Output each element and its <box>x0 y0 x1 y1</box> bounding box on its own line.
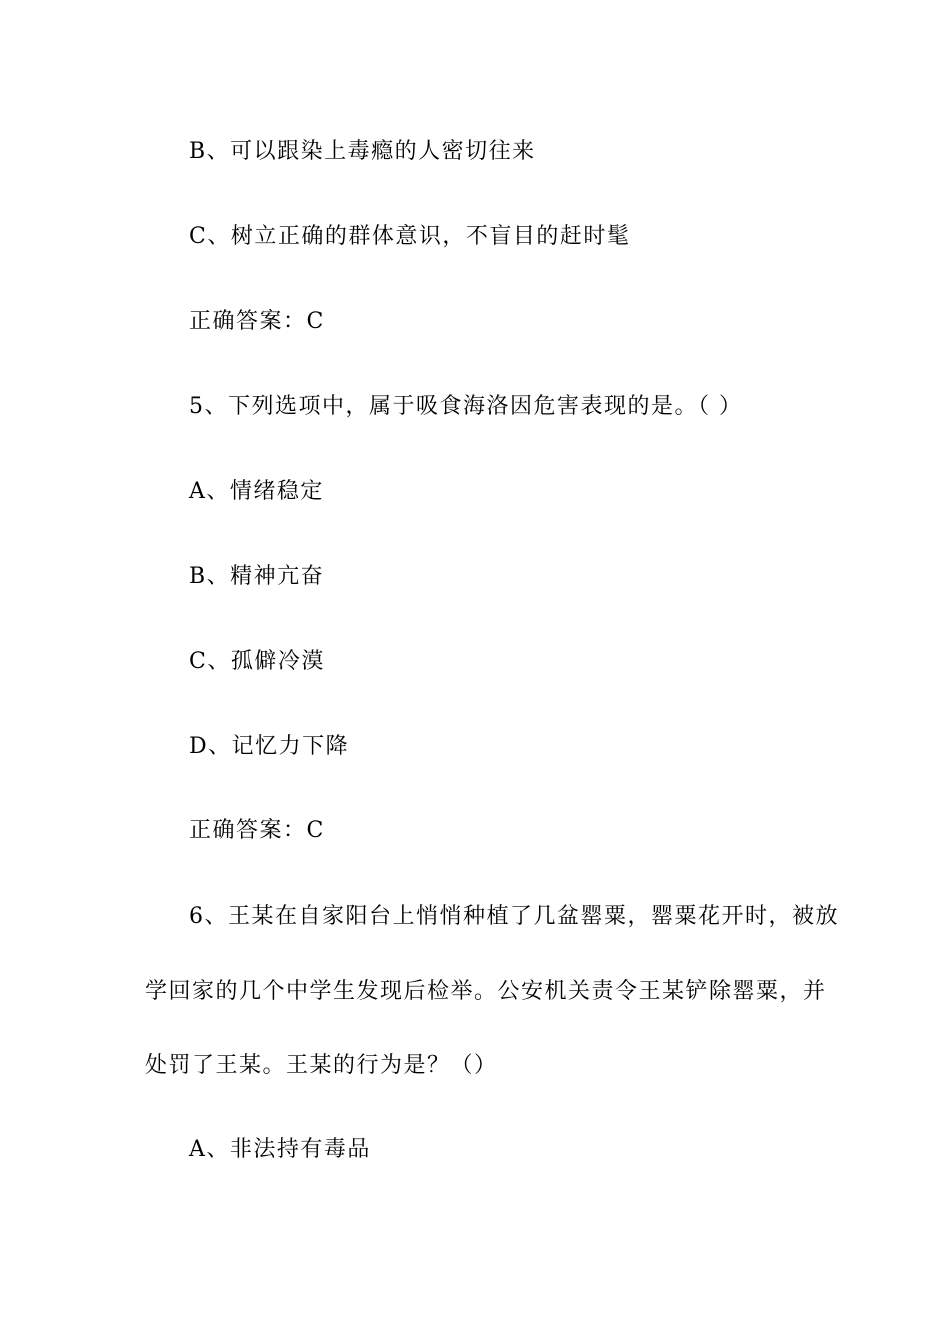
q5-option-c: C、孤僻冷漠 <box>189 649 325 674</box>
q6-option-a: A、非法持有毒品 <box>189 1137 371 1162</box>
q5-question: 5、下列选项中，属于吸食海洛因危害表现的是。（ ） <box>189 394 743 419</box>
q6-question-line1: 6、王某在自家阳台上悄悄种植了几盆罂粟，罂粟花开时，被放 <box>189 904 839 929</box>
q5-option-d: D、记忆力下降 <box>189 734 350 759</box>
q5-answer: 正确答案：C <box>189 818 325 843</box>
q4-option-c: C、树立正确的群体意识，不盲目的赶时髦 <box>189 224 631 249</box>
q6-question-line2: 学回家的几个中学生发现后检举。公安机关责令王某铲除罂粟，并 <box>145 979 827 1004</box>
q4-option-b: B、可以跟染上毒瘾的人密切往来 <box>189 139 536 164</box>
q6-question-line3: 处罚了王某。王某的行为是？（） <box>145 1053 498 1078</box>
q5-option-a: A、情绪稳定 <box>189 479 324 504</box>
q5-option-b: B、精神亢奋 <box>189 564 325 589</box>
q4-answer: 正确答案：C <box>189 309 325 334</box>
